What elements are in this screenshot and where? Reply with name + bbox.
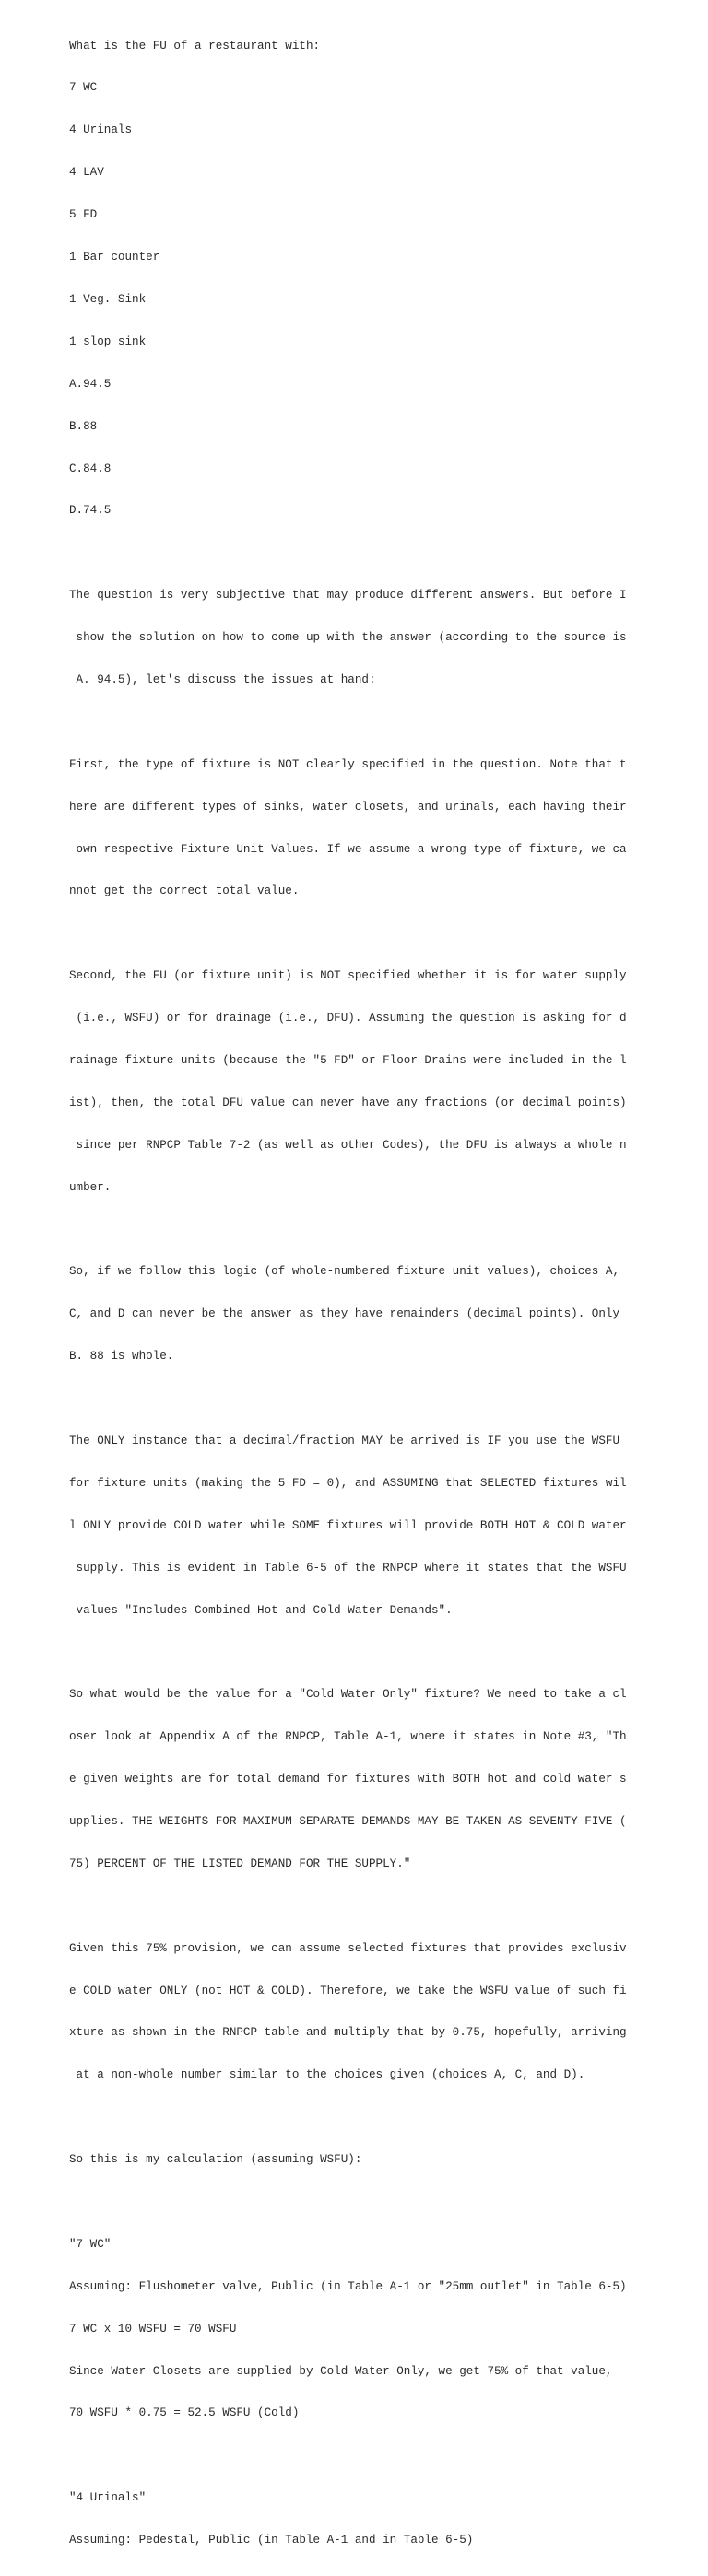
- text-line: umber.: [69, 1180, 112, 1194]
- text-line: "7 WC": [69, 2237, 112, 2251]
- text-line: Since Water Closets are supplied by Cold Water Only, we get 75% of that value,: [69, 2364, 613, 2378]
- answer-choice: A.94.5: [69, 377, 112, 391]
- answer-choice: B.88: [69, 419, 98, 433]
- text-line: B. 88 is whole.: [69, 1350, 174, 1364]
- paragraph-whole-numbers: [69, 1237, 705, 1392]
- text-line: since per RNPCP Table 7-2 (as well as other Codes), the DFU is always a whole n: [69, 1138, 627, 1152]
- text-line: A. 94.5), let's discuss the issues at hand:: [69, 673, 376, 686]
- text-line: First, the type of fixture is NOT clearly specified in the question. Note that t: [69, 757, 627, 771]
- document-page: [69, 11, 705, 2576]
- paragraph-first-issue: [69, 730, 705, 927]
- text-line: Assuming: Pedestal, Public (in Table A-1 and in Table 6-5): [69, 2534, 474, 2547]
- text-line: l ONLY provide COLD water while SOME fixtures will provide BOTH HOT & COLD water: [69, 1518, 627, 1532]
- text-line: nnot get the correct total value.: [69, 884, 300, 898]
- text-line: own respective Fixture Unit Values. If we assume a wrong type of fixture, we ca: [69, 842, 627, 856]
- answer-choice: D.74.5: [69, 504, 112, 518]
- text-line: "4 Urinals": [69, 2491, 147, 2505]
- paragraph-75-percent: [69, 1914, 705, 2111]
- text-line: values "Includes Combined Hot and Cold Water Demands".: [69, 1603, 453, 1617]
- answer-choice: C.84.8: [69, 462, 112, 475]
- calculation-urinals: [69, 2464, 705, 2576]
- text-line: 1 slop sink: [69, 334, 147, 348]
- text-line: So, if we follow this logic (of whole-numbered fixture unit values), choices A,: [69, 1265, 620, 1279]
- text-line: (i.e., WSFU) or for drainage (i.e., DFU). Assuming the question is asking for d: [69, 1012, 627, 1025]
- text-line: So what would be the value for a "Cold Water Only" fixture? We need to take a cl: [69, 1688, 627, 1702]
- text-line: 4 LAV: [69, 166, 104, 180]
- paragraph-calculation-intro: [69, 2125, 705, 2195]
- paragraph-cold-water: [69, 1660, 705, 1900]
- text-line: Given this 75% provision, we can assume selected fixtures that provides exclusiv: [69, 1941, 627, 1955]
- text-line: e COLD water ONLY (not HOT & COLD). Therefore, we take the WSFU value of such fi: [69, 1984, 627, 1997]
- text-line: ist), then, the total DFU value can never have any fractions (or decimal points): [69, 1095, 627, 1109]
- paragraph-intro: [69, 561, 705, 716]
- text-line: at a non-whole number similar to the choices given (choices A, C, and D).: [69, 2068, 585, 2082]
- text-line: rainage fixture units (because the "5 FD" or Floor Drains were included in the l: [69, 1053, 627, 1067]
- text-line: So this is my calculation (assuming WSFU):: [69, 2153, 362, 2167]
- text-line: The ONLY instance that a decimal/fraction MAY be arrived is IF you use the WSFU: [69, 1434, 620, 1447]
- text-line: here are different types of sinks, water closets, and urinals, each having their: [69, 800, 627, 814]
- text-line: 1 Bar counter: [69, 251, 160, 264]
- text-line: upplies. THE WEIGHTS FOR MAXIMUM SEPARATE DEMANDS MAY BE TAKEN AS SEVENTY-FIVE (: [69, 1815, 627, 1828]
- text-line: The question is very subjective that may produce different answers. But before I: [69, 589, 627, 603]
- text-line: 7 WC x 10 WSFU = 70 WSFU: [69, 2322, 237, 2336]
- text-line: show the solution on how to come up with the answer (according to the source is: [69, 631, 627, 645]
- text-line: e given weights are for total demand for fixtures with BOTH hot and cold water s: [69, 1773, 627, 1786]
- question-block: [69, 11, 705, 546]
- text-line: Assuming: Flushometer valve, Public (in Table A-1 or "25mm outlet" in Table 6-5): [69, 2279, 627, 2293]
- text-line: 1 Veg. Sink: [69, 292, 147, 306]
- text-line: 5 FD: [69, 208, 98, 222]
- text-line: Second, the FU (or fixture unit) is NOT specified whether it is for water supply: [69, 969, 627, 983]
- text-line: for fixture units (making the 5 FD = 0), and ASSUMING that SELECTED fixtures wil: [69, 1476, 627, 1490]
- paragraph-wsfu-instance: [69, 1406, 705, 1645]
- text-line: 4 Urinals: [69, 123, 133, 137]
- text-line: oser look at Appendix A of the RNPCP, Table A-1, where it states in Note #3, "Th: [69, 1730, 627, 1744]
- text-line: supply. This is evident in Table 6-5 of the RNPCP where it states that the WSFU: [69, 1561, 627, 1575]
- text-line: What is the FU of a restaurant with:: [69, 39, 321, 53]
- text-line: xture as shown in the RNPCP table and multiply that by 0.75, hopefully, arriving: [69, 2026, 627, 2040]
- text-line: C, and D can never be the answer as they have remainders (decimal points). Only: [69, 1307, 620, 1321]
- text-line: 70 WSFU * 0.75 = 52.5 WSFU (Cold): [69, 2406, 300, 2420]
- text-line: 75) PERCENT OF THE LISTED DEMAND FOR THE SUPPLY.": [69, 1856, 411, 1870]
- paragraph-second-issue: [69, 942, 705, 1224]
- text-line: 7 WC: [69, 81, 98, 95]
- calculation-water-closets: [69, 2209, 705, 2449]
